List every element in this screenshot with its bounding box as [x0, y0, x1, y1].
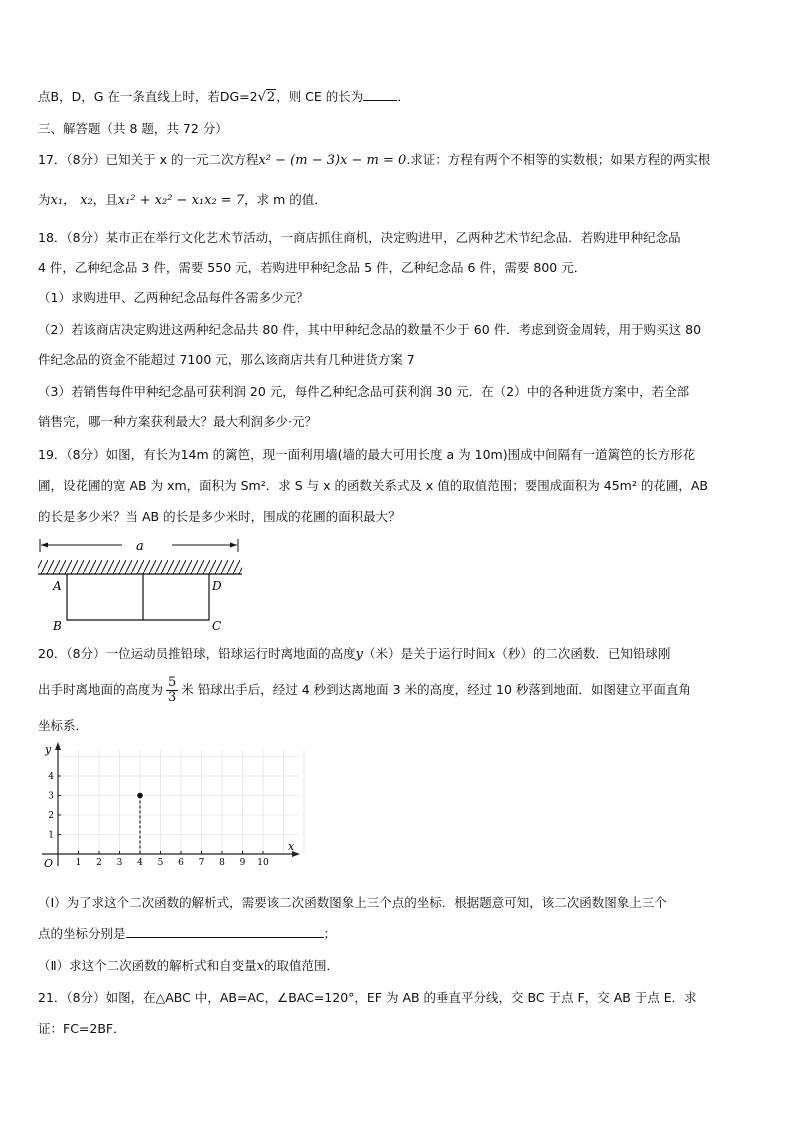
q21-line-1: 21．（8分）如图，在△ABC 中，AB=AC，∠BAC=120°，EF 为 AB 的垂直平分线，交 BC 于点 F，交 AB 于点 E．求 — [38, 990, 697, 1005]
q18-part-1: （1）求购进甲、乙两种纪念品每件各需多少元？ — [38, 290, 309, 305]
label-B: B — [53, 619, 62, 633]
point-marker — [137, 793, 143, 799]
label-D: D — [212, 579, 222, 593]
q17-line-2 — [38, 191, 327, 210]
q20-stem-c: （秒）的二次函数．已知铅球刚 — [495, 646, 671, 661]
q17-for: 为 — [38, 192, 51, 207]
q20-stem-a: 20．（8分）一位运动员推铅球，铅球运行时离地面的高度 — [38, 646, 356, 661]
q17-roots: x₁， x₂ — [50, 193, 93, 208]
x-tick-label: 7 — [198, 858, 205, 868]
q20-part-2-a: （Ⅱ）求这个二次函数的解析式和自变量 — [38, 958, 257, 973]
q18-line-1: 18．（8分）某市正在举行文化艺术节活动，一商店抓住商机，决定购进甲，乙两种艺术节纪念品．若购进甲种纪念品 — [38, 230, 681, 245]
q21-line-2: 证：FC=2BF． — [38, 1021, 126, 1036]
q16-prefix: 点B，D，G 在一条直线上时，若DG=2 — [38, 89, 258, 104]
dim-arrow-left — [41, 543, 48, 548]
x-tick-label: 10 — [257, 858, 269, 868]
q20-part-1-end: ； — [323, 926, 337, 941]
q16-suffix: ，则 CE 的长为 — [276, 89, 364, 104]
q20-part-1-line-1: （Ⅰ）为了求这个二次函数的解析式，需要该二次函数图象上三个点的坐标．根据题意可知，该二次函数图象上三个 — [38, 895, 667, 910]
q20-part-2-var-x: x — [256, 959, 264, 974]
q20-line-1 — [38, 645, 670, 664]
y-tick-label: 4 — [48, 772, 54, 782]
q20-stem-d: 米 铅球出手后，经过 4 秒到达离地面 3 米的高度，经过 10 秒落到地面．如图建立平面直角 — [181, 682, 691, 697]
y-tick-label: 1 — [48, 830, 54, 841]
q17-ask: ，求 m 的值． — [244, 192, 327, 207]
q17-and: ，且 — [92, 192, 118, 207]
x-tick-label: 6 — [178, 858, 184, 868]
q20-frac-numerator: 5 — [168, 675, 177, 690]
q16-sqrt: √2 — [257, 90, 276, 105]
q18-part-3-line-1: （3）若销售每件甲种纪念晶可获利润 20 元，每件乙种纪念品可获利润 30 元．在（2）中的各种进货方案中，若全部 — [38, 384, 690, 399]
q18-part-2-line-1: （2）若该商店决定购进这两种纪念品共 80 件，其中甲种纪念品的数量不少于 60 件．考虑到资金周转，用于购买这 80 — [38, 322, 702, 337]
dim-arrow-right — [230, 543, 237, 548]
q20-answer-blank[interactable] — [126, 937, 324, 938]
x-tick-label: 5 — [157, 858, 164, 868]
x-tick-label: 4 — [137, 858, 143, 868]
q16-tail-line — [38, 88, 410, 107]
q19-line-3: 的长是多少米？当 AB 的长是多少米时，围成的花圃的面积最大？ — [38, 509, 401, 524]
section-3-title: 三、解答题（共 8 题，共 72 分） — [38, 121, 228, 136]
dim-label-a: a — [136, 539, 144, 554]
q20-part-1-line-2 — [38, 925, 336, 943]
label-C: C — [212, 619, 222, 633]
q17-line-1 — [38, 151, 710, 170]
y-axis-arrow — [55, 742, 61, 750]
q18-part-2-line-2: 件纪念品的资金不能超过 7100 元，那么该商店共有几种进货方案 7 — [38, 352, 415, 367]
q17-stem: 17．（8分）已知关于 x 的一元二次方程 — [38, 152, 259, 167]
q17-stem-cont: .求证：方程有两个不相等的实数根；如果方程的两实根 — [406, 152, 711, 167]
x-axis-label: x — [288, 840, 295, 853]
q20-part-1-prompt: 点的坐标分别是 — [38, 926, 126, 941]
y-axis-label: y — [45, 743, 52, 756]
q16-radicand: 2 — [266, 90, 276, 105]
q20-part-2-b: 的取值范围． — [264, 958, 340, 973]
q17-equation: x² − (m − 3)x − m = 0 — [258, 153, 407, 168]
q20-var-y: y — [355, 647, 363, 662]
q19-line-2: 圃，设花圃的宽 AB 为 xm，面积为 Sm²．求 S 与 x 的函数关系式及 x 值的取值范围；要围成面积为 45m² 的花圃，AB — [38, 478, 708, 493]
q20-fraction — [166, 676, 178, 705]
q19-line-1: 19．（8分）如图，有长为14m 的篱笆，现一面利用墙(墙的最大可用长度 a 为 10m)围成中间隔有一道篱笆的长方形花 — [38, 447, 696, 462]
q20-line-3: 坐标系． — [38, 718, 89, 733]
q20-part-2 — [38, 957, 339, 976]
q17-condition: x₁² + x₂² − x₁x₂ = 7 — [117, 193, 245, 208]
q20-frac-denominator: 3 — [168, 690, 177, 705]
x-tick-label: 9 — [239, 858, 246, 868]
q20-var-x: x — [488, 647, 496, 662]
q20-initial-height-text: 出手时离地面的高度为 — [38, 682, 164, 697]
q16-end: ． — [397, 89, 410, 104]
q20-stem-b: （米）是关于运行时间 — [362, 646, 488, 661]
garden-fence — [67, 574, 209, 620]
x-tick-label: 2 — [96, 858, 102, 868]
x-tick-label: 8 — [219, 858, 225, 868]
x-tick-label: 3 — [116, 858, 123, 868]
y-tick-label: 2 — [48, 811, 54, 821]
x-tick-label: 1 — [75, 858, 82, 868]
q18-part-3-line-2: 销售完，哪一种方案获利最大？最大利润多少·元？ — [38, 414, 317, 429]
q16-answer-blank[interactable] — [363, 100, 397, 101]
label-A: A — [53, 579, 62, 593]
q18-line-2: 4 件，乙种纪念品 3 件，需要 550 元，若购进甲种纪念品 5 件，乙种纪念品 6 件，需要 800 元． — [38, 260, 587, 275]
origin-label: O — [44, 857, 54, 870]
wall-hatch — [38, 560, 242, 574]
y-tick-label: 3 — [48, 791, 54, 802]
q19-garden-figure — [36, 536, 248, 634]
q20-line-2 — [38, 674, 691, 706]
q20-coordinate-graph — [38, 742, 308, 872]
